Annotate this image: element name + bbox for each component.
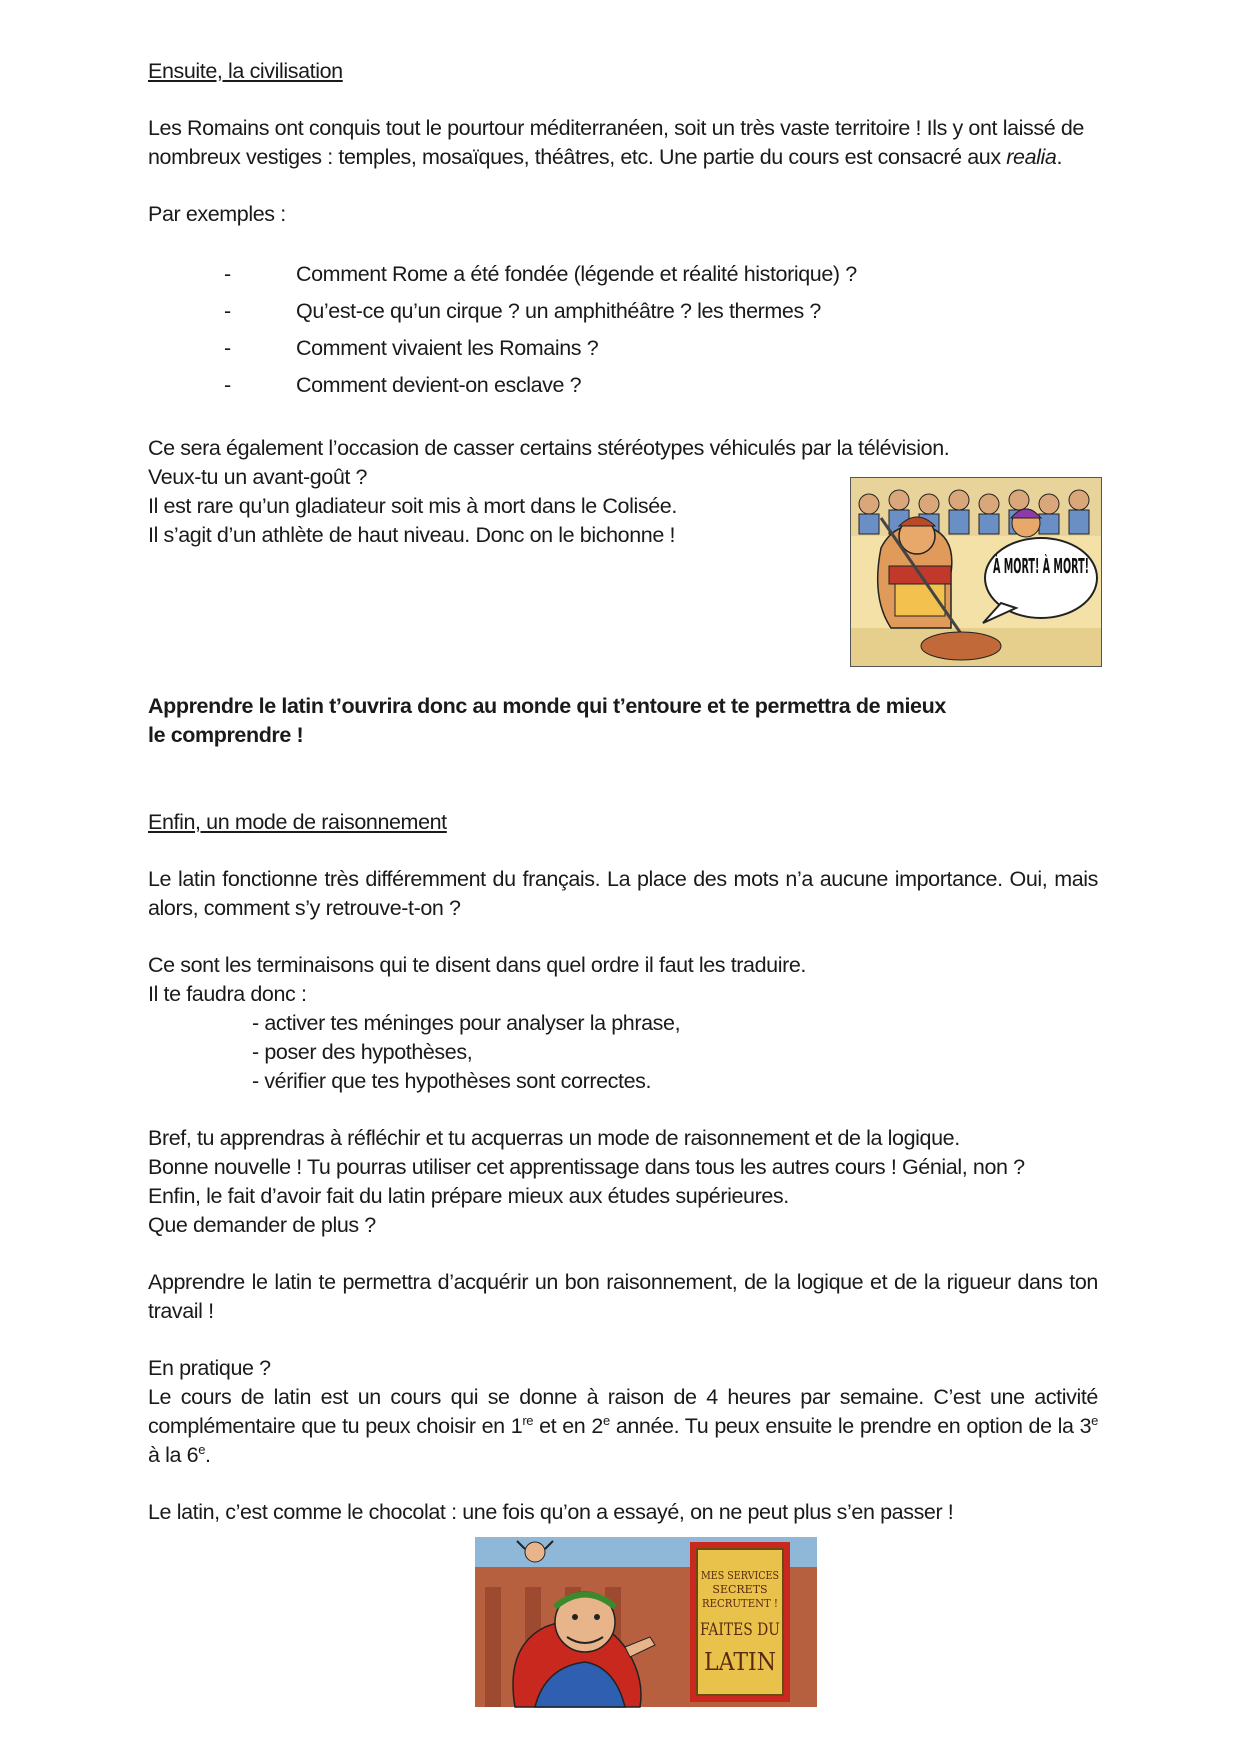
caesar-poster-drawing: [475, 1537, 817, 1707]
chocolate-closing-line: Le latin, c’est comme le chocolat : une fois qu’on a essayé, on ne peut plus s’en passer !: [148, 1500, 954, 1524]
reasoning-line: Bref, tu apprendras à réfléchir et tu acquerras un mode de raisonnement et de la logique.: [148, 1126, 960, 1150]
gladiator-comic-image: [850, 477, 1102, 667]
preview-question: Veux-tu un avant-goût ?: [148, 465, 368, 489]
practice-paragraph: Le cours de latin est un cours qui se donne à raison de 4 heures par semaine. C’est une activité complémentaire que tu peux choisir en 1re et en 2e année. Tu peux ensuite le prendre en option de la 3e à la 6e.: [148, 1385, 1099, 1467]
practice-title: En pratique ?: [148, 1356, 271, 1380]
poster-text-line: LATIN: [704, 1648, 776, 1676]
step-item: - activer tes méninges pour analyser la phrase,: [252, 1011, 681, 1035]
list-dash: -: [224, 262, 232, 286]
latin-function-paragraph: Le latin fonctionne très différemment du français. La place des mots n’a aucune importance. Oui, mais alors, comment s’y retrouve-t-on ?: [148, 867, 1098, 920]
gladiator-line: Il est rare qu’un gladiateur soit mis à mort dans le Colisée.: [148, 494, 677, 518]
reasoning-conclusion: Apprendre le latin te permettra d’acquérir un bon raisonnement, de la logique et de la rigueur dans ton travail !: [148, 1270, 1098, 1323]
endings-line: Ce sont les terminaisons qui te disent dans quel ordre il faut les traduire.: [148, 953, 806, 977]
example-item: Comment vivaient les Romains ?: [296, 336, 599, 360]
example-item: Comment devient-on esclave ?: [296, 373, 582, 397]
list-dash: -: [224, 299, 232, 323]
what-more-line: Que demander de plus ?: [148, 1213, 376, 1237]
section-heading-raisonnement: Enfin, un mode de raisonnement: [148, 810, 447, 834]
good-news-line: Bonne nouvelle ! Tu pourras utiliser cet apprentissage dans tous les autres cours ! Génial, non ?: [148, 1155, 1025, 1179]
civilisation-conclusion: Apprendre le latin t’ouvrira donc au monde qui t’entoure et te permettra de mieux le comprendre !: [148, 694, 946, 747]
stereotype-line: Ce sera également l’occasion de casser certains stéréotypes véhiculés par la télévision.: [148, 436, 950, 460]
poster-text-line: FAITES DU: [700, 1620, 780, 1640]
caesar-latin-poster-image: [475, 1537, 817, 1707]
poster-text-line: RECRUTENT !: [702, 1597, 778, 1610]
athlete-line: Il s’agit d’un athlète de haut niveau. Donc on le bichonne !: [148, 523, 676, 547]
needs-line: Il te faudra donc :: [148, 982, 307, 1006]
list-dash: -: [224, 373, 232, 397]
example-item: Comment Rome a été fondée (légende et réalité historique) ?: [296, 262, 857, 286]
section-heading-civilisation: Ensuite, la civilisation: [148, 59, 343, 83]
civilisation-paragraph: Les Romains ont conquis tout le pourtour méditerranéen, soit un très vaste territoire ! Ils y ont laissé de nombreux vestiges : temples, mosaïques, théâtres, etc. Une partie du cours est consacré aux realia.: [148, 116, 1084, 169]
comic-speech-bubble: À MORT! À MORT!: [993, 554, 1089, 578]
example-item: Qu’est-ce qu’un cirque ? un amphithéâtre ? les thermes ?: [296, 299, 821, 323]
examples-intro: Par exemples :: [148, 202, 286, 226]
step-item: - vérifier que tes hypothèses sont correctes.: [252, 1069, 652, 1093]
list-dash: -: [224, 336, 232, 360]
higher-studies-line: Enfin, le fait d’avoir fait du latin prépare mieux aux études supérieures.: [148, 1184, 789, 1208]
step-item: - poser des hypothèses,: [252, 1040, 473, 1064]
poster-text-line: MES SERVICES: [701, 1569, 779, 1582]
poster-text-line: SECRETS: [712, 1583, 768, 1596]
gladiator-comic-drawing: [851, 478, 1101, 666]
